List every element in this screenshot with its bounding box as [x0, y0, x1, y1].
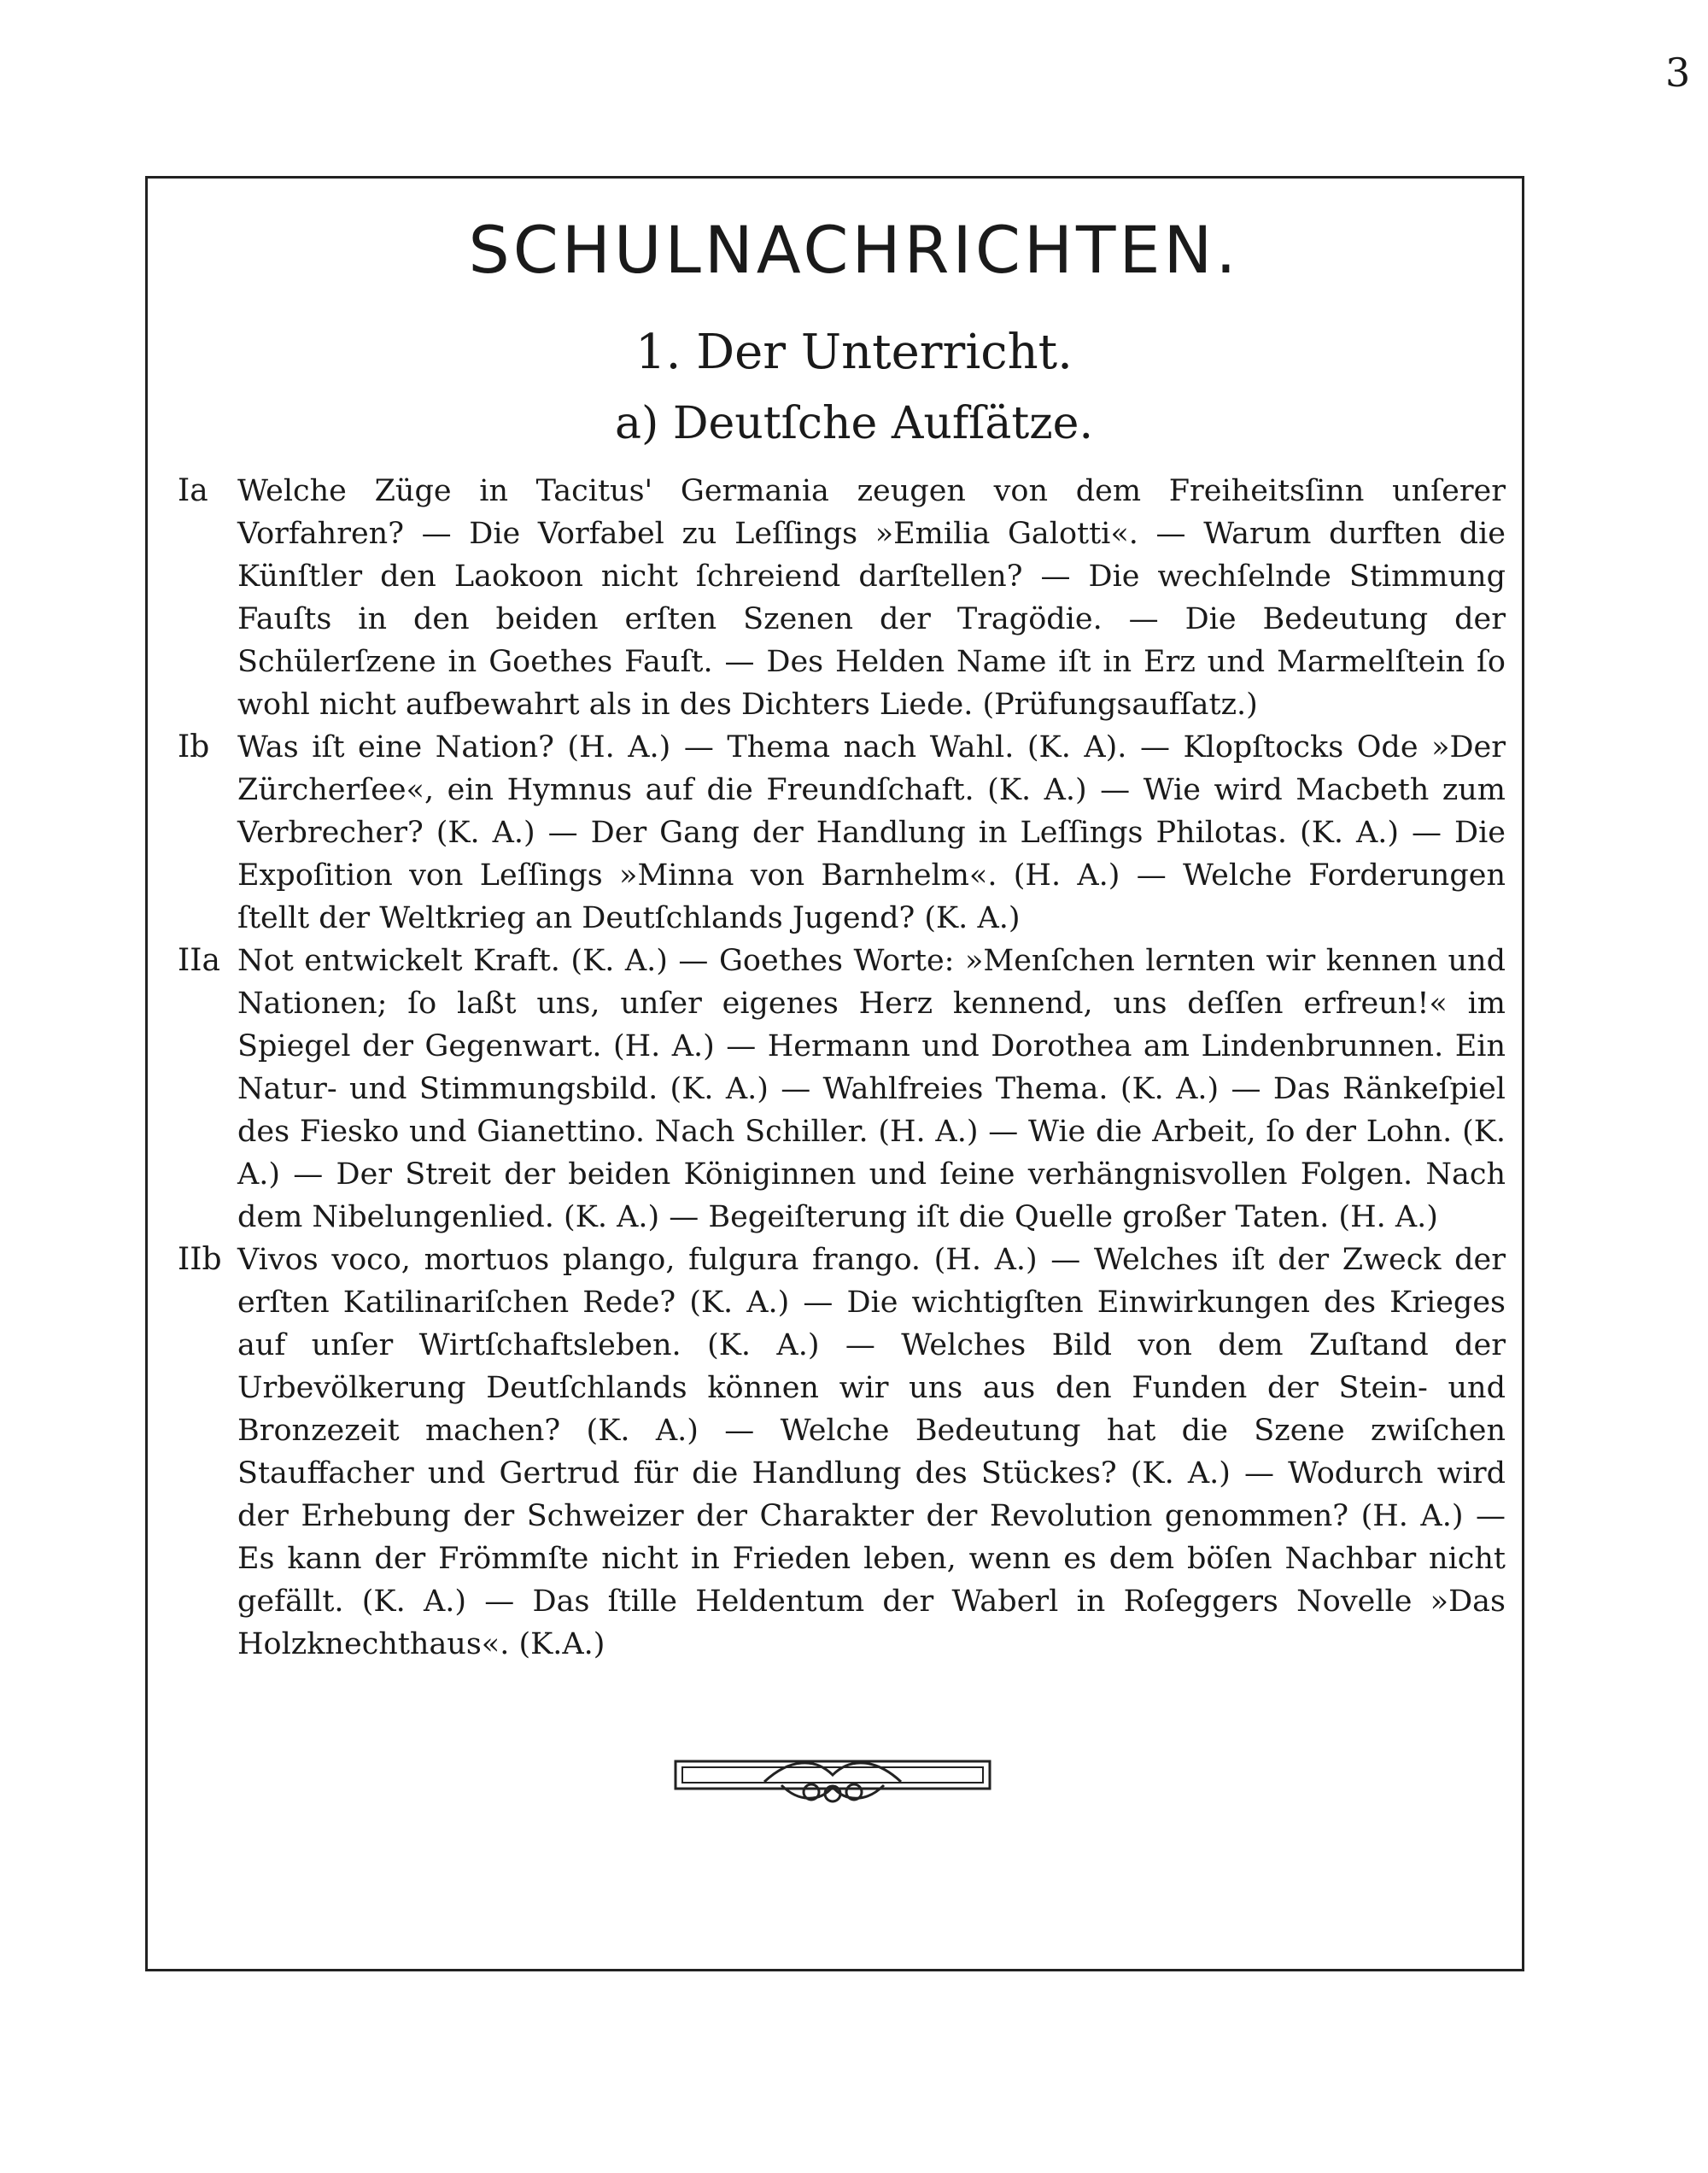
essay-topics: Not entwickelt Kraft. (K. A.) — Goethes Worte: »Menſchen lernten wir kennen und Nationen; ſo laßt uns, unſer eigenes Herz kennend, uns deſſen erfreun!« im Spiegel der Gegenwart. (H. A.) — Hermann und Dorothea am Lindenbrunnen. Ein Natur- und Stimmungsbild. (K. A.) — Wahlfreies Thema. (K. A.) — Das Ränkeſpiel des Fiesko und Gianettino. Nach Schiller. (H. A.) — Wie die Arbeit, ſo der Lohn. (K. A.) — Der Streit der beiden Königinnen und ſeine verhängnisvollen Folgen. Nach dem Nibelungenlied. (K. A.) — Begeiſterung iſt die Quelle großer Taten. (H. A.)	[237, 944, 1506, 1234]
section-heading: 1. Der Unterricht.	[635, 325, 1073, 380]
class-entry-ib	[178, 726, 1506, 940]
subsection-heading: a) Deutſche Aufſätze.	[615, 398, 1093, 449]
essay-topic-list	[178, 470, 1506, 1666]
class-entry-iia	[178, 940, 1506, 1239]
essay-topics: Welche Züge in Tacitus' Germania zeugen von dem Freiheitsſinn unſerer Vorfahren? — Die Vorfabel zu Leſſings »Emilia Galotti«. — Warum durften die Künſtler den Laokoon nicht ſchreiend darſtellen? — Die wechſelnde Stimmung Fauſts in den beiden erſten Szenen der Tragödie. — Die Bedeutung der Schülerſzene in Goethes Fauſt. — Des Helden Name iſt in Erz und Marmelſtein ſo wohl nicht aufbewahrt als in des Dichters Liede. (Prüfungsaufſatz.)	[237, 474, 1506, 722]
page-title: SCHULNACHRICHTEN.	[468, 212, 1240, 288]
decorative-ornament	[670, 1749, 995, 1809]
class-entry-iib	[178, 1239, 1506, 1666]
class-label: Ia	[178, 473, 208, 508]
class-label: Ib	[178, 729, 210, 764]
class-label: IIb	[178, 1242, 222, 1277]
essay-topics: Vivos voco, mortuos plango, fulgura frango. (H. A.) — Welches iſt der Zweck der erſten Katilinariſchen Rede? (K. A.) — Die wichtigſten Einwirkungen des Krieges auf unſer Wirtſchaftsleben. (K. A.) — Welches Bild von dem Zuſtand der Urbevölkerung Deutſchlands können wir uns aus den Funden der Stein- und Bronzezeit machen? (K. A.) — Welche Bedeutung hat die Szene zwiſchen Stauffacher und Gertrud für die Handlung des Stückes? (K. A.) — Wodurch wird der Erhebung der Schweizer der Charakter der Revolution genommen? (H. A.) — Es kann der Frömmſte nicht in Frieden leben, wenn es dem böſen Nachbar nicht gefällt. (K. A.) — Das ſtille Heldentum der Waberl in Roſeggers Novelle »Das Holzknechthaus«. (K.A.)	[237, 1243, 1506, 1661]
page-number: 3	[1665, 50, 1691, 96]
class-label: IIa	[178, 943, 220, 978]
essay-topics: Was iſt eine Nation? (H. A.) — Thema nach Wahl. (K. A). — Klopſtocks Ode »Der Zürcherſee«, ein Hymnus auf die Freundſchaft. (K. A.) — Wie wird Macbeth zum Verbrecher? (K. A.) — Der Gang der Handlung in Leſſings Philotas. (K. A.) — Die Expoſition von Leſſings »Minna von Barnhelm«. (H. A.) — Welche Forderungen ſtellt der Weltkrieg an Deutſchlands Jugend? (K. A.)	[237, 730, 1506, 935]
class-entry-ia	[178, 470, 1506, 726]
